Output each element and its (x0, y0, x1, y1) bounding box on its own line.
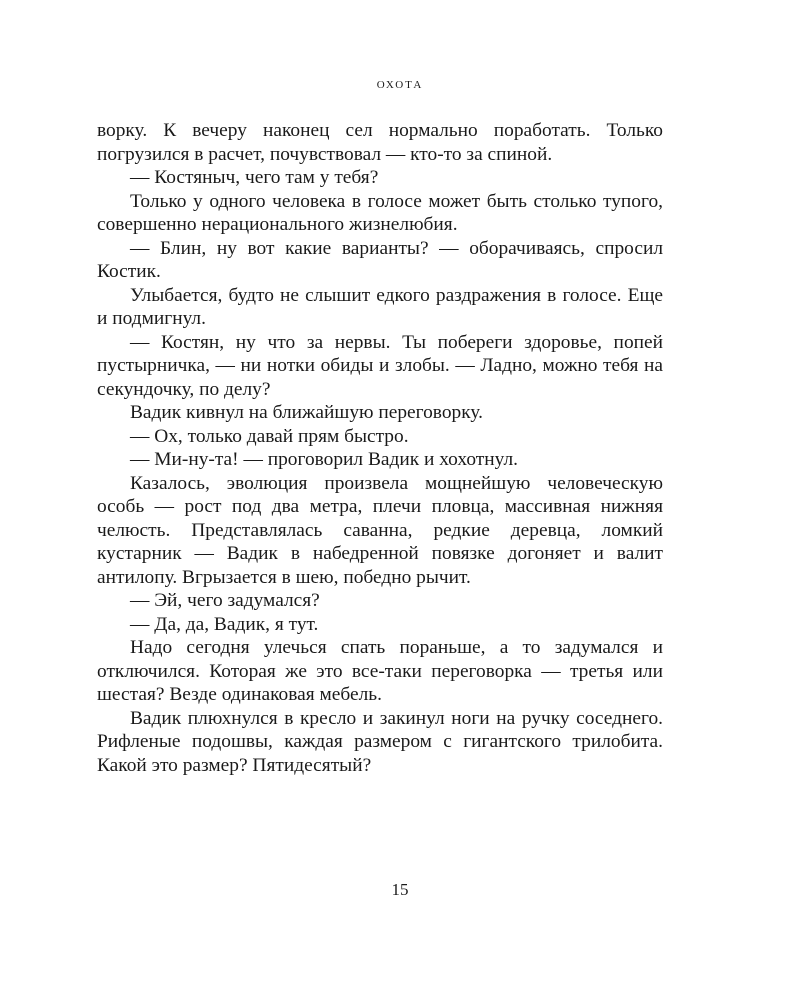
paragraph: — Да, да, Вадик, я тут. (130, 613, 319, 635)
paragraph: Вадик кивнул на ближайшую переговорку. (130, 402, 483, 423)
paragraph: — Ох, только давай прям быстро. (130, 425, 409, 447)
paragraph: Вадик плюхнулся в кресло и закинул ноги на ручку соседнего. Рифленые подошвы, каждая размером с гигантского трилобита. Какой это размер? Пятидесятый? (97, 707, 663, 776)
paragraph: Улыбается, будто не слышит едкого раздражения в голосе. Еще и подмигнул. (97, 284, 663, 329)
paragraph: Надо сегодня улечься спать пораньше, а то задумался и отключился. Которая же это все-таки переговорка — третья или шестая? Везде одинаковая мебель. (97, 637, 663, 705)
paragraph: — Костяныч, чего там у тебя? (130, 167, 379, 188)
page-number: 15 (391, 880, 409, 899)
running-head: охота (376, 76, 424, 92)
paragraph: — Костян, ну что за нервы. Ты побереги здоровье, попей пустырничка, — ни нотки обиды и злобы. — Ладно, можно тебя на секундочку, по делу? (97, 331, 663, 400)
paragraph: Только у одного человека в голосе может быть столько тупого, совершенно нерационального жизнелюбия. (97, 190, 663, 235)
paragraph: — Блин, ну вот какие варианты? — оборачиваясь, спросил Костик. (97, 237, 663, 282)
body-text (97, 119, 663, 777)
paragraph: — Эй, чего задумался? (130, 590, 320, 611)
paragraph: — Ми-ну-та! — проговорил Вадик и хохотнул. (130, 449, 519, 470)
paragraph: Казалось, эволюция произвела мощнейшую человеческую особь — рост под два метра, плечи пловца, массивная нижняя челюсть. Представлялась саванна, редкие деревца, ломкий кустарник — Вадик в набедренной повязке догоняет и валит антилопу. Вгрызается в шею, победно рычит. (97, 472, 663, 588)
paragraph: ворку. К вечеру наконец сел нормально поработать. Только погрузился в расчет, почувствовал — кто-то за спиной. (97, 120, 663, 165)
